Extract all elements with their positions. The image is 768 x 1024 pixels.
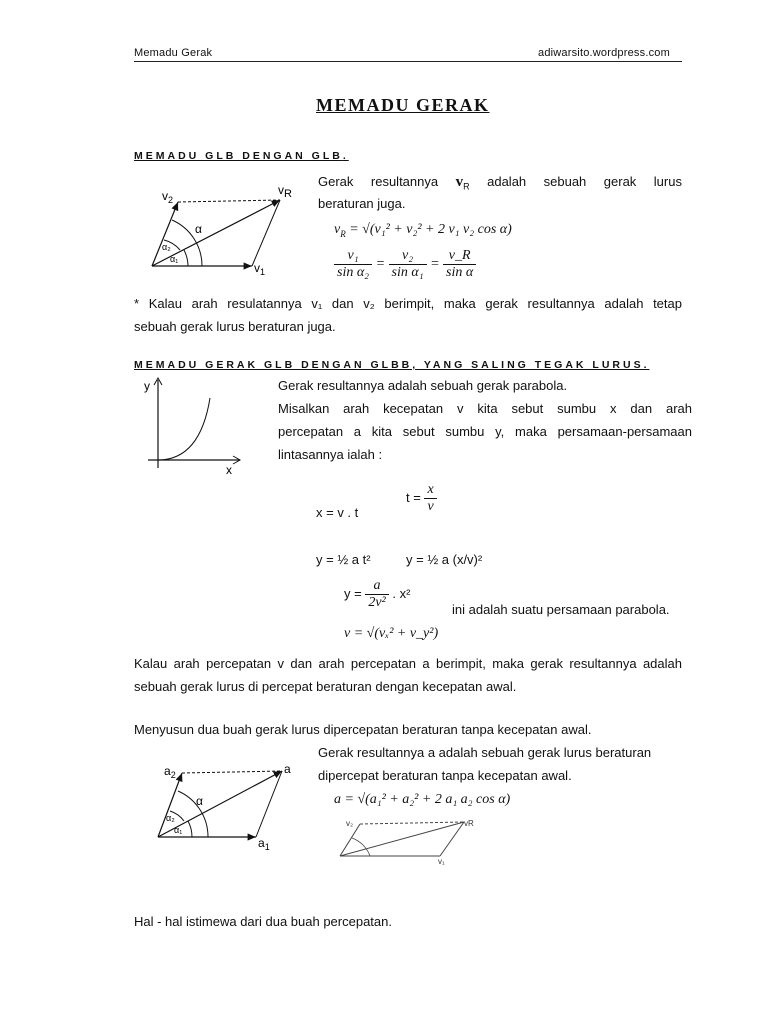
header-right: adiwarsito.wordpress.com xyxy=(538,47,670,59)
graph-label-y: y xyxy=(144,379,150,393)
s3-p1: Gerak resultannya a adalah sebuah gerak lurus beraturan xyxy=(318,745,652,760)
label-a1: $a_1$ xyxy=(258,836,270,852)
a-angle-arc1 xyxy=(188,821,192,837)
header-left: Memadu Gerak xyxy=(134,47,213,59)
s1-note-line2: sebuah gerak lurus beraturan juga. xyxy=(134,319,336,334)
page-title: MEMADU GERAK xyxy=(316,95,490,115)
eq-x: x = v . t xyxy=(316,505,359,520)
eq-a: a = √(a₁² + a₂² + 2 a₁ a₂ cos α) xyxy=(334,792,511,807)
eq-y3-note: ini adalah suatu persamaan parabola. xyxy=(452,602,670,617)
s3-p2: dipercepat beraturan tanpa kecepatan awal. xyxy=(318,768,572,783)
s2-p3: percepatan a kita sebut sumbu y, maka persamaan-persamaan xyxy=(278,424,692,439)
small-arc xyxy=(352,838,370,856)
s1-note-line1: * Kalau arah resulatannya v₁ dan v₂ berimpit, maka gerak resultannya adalah tetap xyxy=(134,296,682,311)
small-label-v2: v₂ xyxy=(346,819,354,828)
label-a-alpha1: α₁ xyxy=(174,825,183,835)
s2-p4: lintasannya ialah : xyxy=(278,447,383,462)
small-top-line xyxy=(360,822,464,824)
a-parallel-top xyxy=(182,771,282,773)
s2-p5-line2: sebuah gerak lurus di percepat beraturan dengan kecepatan awal. xyxy=(134,679,517,694)
s2-p2: Misalkan arah kecepatan v kita sebut sumbu x dan arah xyxy=(278,401,692,416)
label-a2: $a_2$ xyxy=(164,764,176,780)
s1-line2: beraturan juga. xyxy=(318,196,406,211)
label-v1: $v_1$ xyxy=(254,261,266,277)
header-rule xyxy=(134,61,682,62)
parabola-graph xyxy=(140,376,250,476)
label-alpha1: α₁ xyxy=(170,254,179,264)
eq-t: t = $\frac{x}{v}$ xyxy=(406,482,437,515)
parabola-curve xyxy=(158,398,210,460)
label-a-alpha2: α₂ xyxy=(166,813,175,823)
eq-y3: y = $\frac{a}{\text{2v²}}$ . x² xyxy=(344,578,411,610)
label-alpha: α xyxy=(195,222,202,236)
section2-heading: MEMADU GERAK GLB DENGAN GLBB, YANG SALING TEGAK LURUS. xyxy=(134,359,650,371)
parallel-right xyxy=(252,200,280,266)
a-parallel-right xyxy=(256,771,282,837)
eq-v: v = √(vₓ² + v_y²) xyxy=(344,626,439,641)
eq-y1: y = ½ a t² xyxy=(316,552,371,567)
s2-p5-line1: Kalau arah percepatan v dan arah percepatan a berimpit, maka gerak resultannya adalah xyxy=(134,656,682,671)
graph-label-x: x xyxy=(226,463,232,476)
small-vector-diagram xyxy=(336,816,486,866)
label-a: a xyxy=(284,762,291,776)
eq-sine-rule: $\frac{\text{v₁}}{\text{sin α₂}}$ = $\frac{\text{v₂}}{\text{sin α₁}}$ = $\frac{v\_R}{\text{sin α}}$ xyxy=(334,248,476,281)
label-alpha2: α₂ xyxy=(162,242,171,252)
eq-y2: y = ½ a (x/v)² xyxy=(406,552,483,567)
vector-diagram-a xyxy=(148,755,298,855)
s2-p1: Gerak resultannya adalah sebuah gerak parabola. xyxy=(278,378,568,393)
section1-heading: MEMADU GLB DENGAN GLB. xyxy=(134,150,349,162)
vector-diagram-v xyxy=(140,178,300,278)
small-label-v1: v₁ xyxy=(438,857,445,866)
s3-intro: Menyusun dua buah gerak lurus dipercepatan beraturan tanpa kecepatan awal. xyxy=(134,722,592,737)
s1-line1: Gerak resultannya $v_R$ adalah sebuah gerak lurus xyxy=(318,174,682,192)
angle-arc-alpha1 xyxy=(184,250,188,266)
small-label-vr: vR xyxy=(464,819,474,828)
parallel-top xyxy=(178,200,280,202)
a-angle-arc xyxy=(178,791,208,837)
label-vr: vR xyxy=(278,183,292,200)
eq-vr: $v_R = √(v_1^2 + v_2^2 + 2$ v₁ v₂ cos α) xyxy=(334,222,512,239)
label-a-alpha: α xyxy=(196,794,203,808)
footer-line: Hal - hal istimewa dari dua buah percepatan. xyxy=(134,914,392,929)
label-v2: $v_2$ xyxy=(162,189,174,205)
